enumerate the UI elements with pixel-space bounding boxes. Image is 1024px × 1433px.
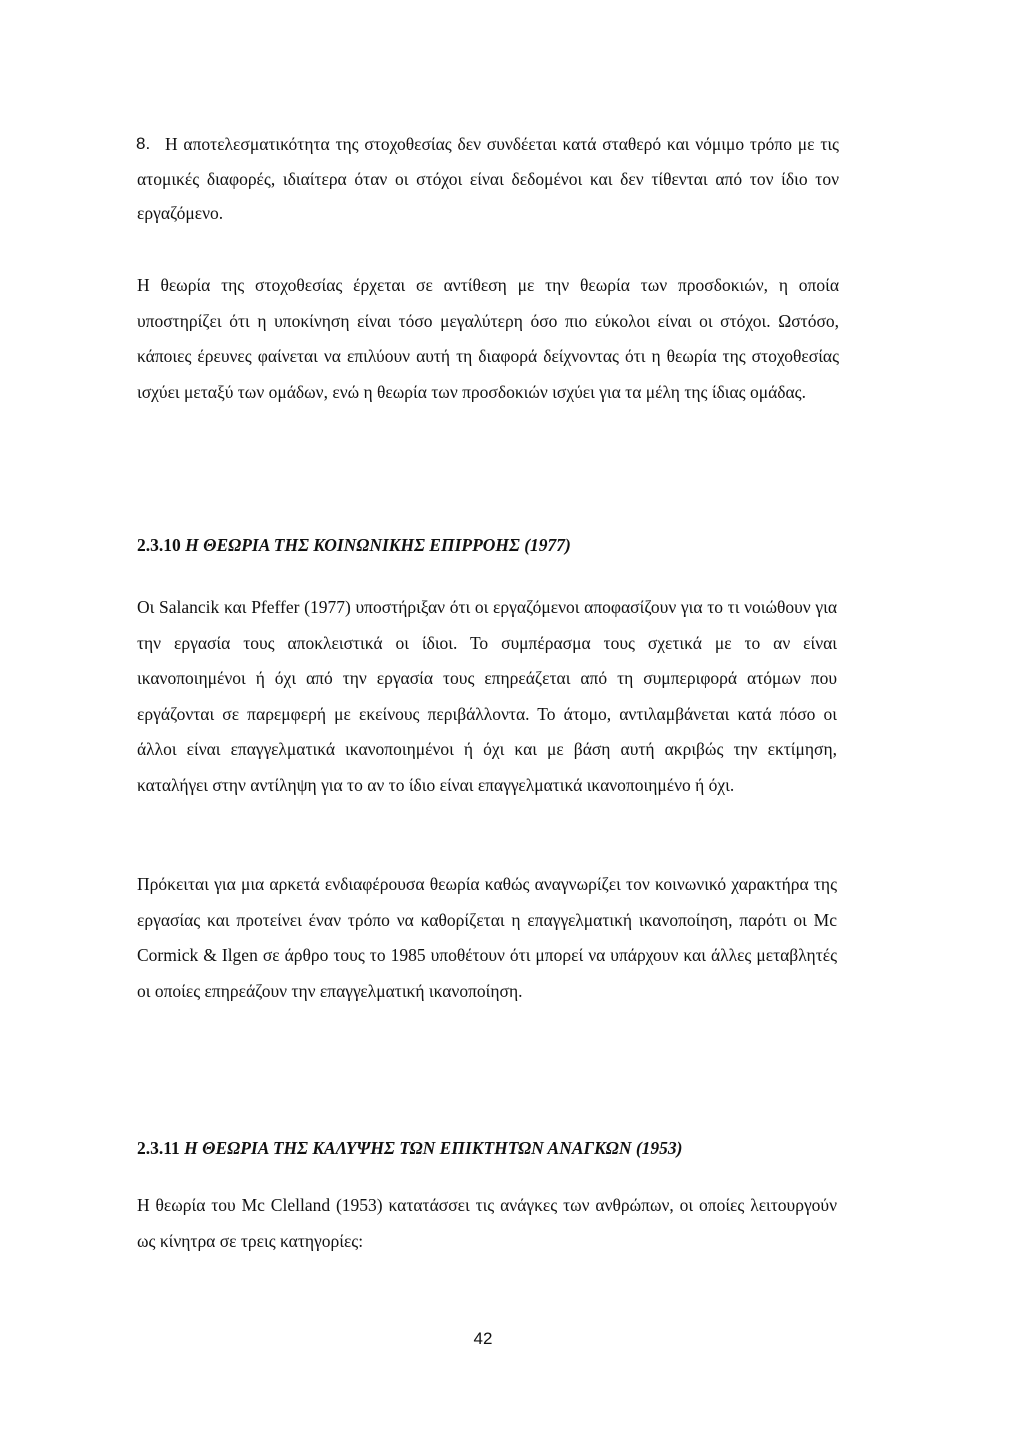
section-title: Η ΘΕΩΡΙΑ ΤΗΣ ΚΟΙΝΩΝΙΚΗΣ ΕΠΙΡΡΟΗΣ (1977) bbox=[185, 535, 571, 555]
paragraph-theory-assessment: Πρόκειται για μια αρκετά ενδιαφέρουσα θεωρία καθώς αναγνωρίζει τον κοινωνικό χαρακτήρα της εργασίας και προτείνει έναν τρόπο να καθορίζεται η επαγγελματική ικανοποίηση, παρότι οι Mc Cormick & Ilgen σε άρθρο τους το 1985 υποθέτουν ότι μπορεί να υπάρχουν και άλλες μεταβλητές οι οποίες επηρεάζουν την επαγγελματική ικανοποίηση. bbox=[137, 874, 837, 1001]
paragraph-mcclelland: Η θεωρία του Mc Clelland (1953) κατατάσσει τις ανάγκες των ανθρώπων, οι οποίες λειτουργούν ως κίνητρα σε τρεις κατηγορίες: bbox=[137, 1195, 837, 1251]
list-item-number: 8. bbox=[136, 134, 151, 153]
numbered-list-item bbox=[137, 127, 839, 231]
section-title: Η ΘΕΩΡΙΑ ΤΗΣ ΚΑΛΥΨΗΣ ΤΩΝ ΕΠΙΚΤΗΤΩΝ ΑΝΑΓΚΩΝ (1953) bbox=[184, 1138, 683, 1158]
list-item-text: Η αποτελεσματικότητα της στοχοθεσίας δεν συνδέεται κατά σταθερό και νόμιμο τρόπο με τις ατομικές διαφορές, ιδιαίτερα όταν οι στόχοι είναι δεδομένοι και δεν τίθενται από τον ίδιο τον εργαζόμενο. bbox=[137, 134, 839, 223]
section-number: 2.3.11 bbox=[137, 1138, 180, 1158]
paragraph-salancik-pfeffer: Οι Salancik και Pfeffer (1977) υποστήριξαν ότι οι εργαζόμενοι αποφασίζουν για το τι νοιώθουν για την εργασία τους αποκλειστικά οι ίδιοι. Το συμπέρασμα τους σχετικά με το αν είναι ικανοποιημένοι ή όχι από την εργασία τους επηρεάζεται από τη συμπεριφορά ατόμων που εργάζονται σε παρεμφερή με εκείνους περιβάλλοντα. Το άτομο, αντιλαμβάνεται κατά πόσο οι άλλοι είναι επαγγελματικά ικανοποιημένοι ή όχι και με βάση αυτή ακριβώς την εκτίμηση, καταλήγει στην αντίληψη για το αν το ίδιο είναι επαγγελματικά ικανοποιημένο ή όχι. bbox=[137, 597, 837, 795]
section-heading-social-influence bbox=[137, 535, 571, 556]
paragraph-goal-setting-vs-expectancy: Η θεωρία της στοχοθεσίας έρχεται σε αντίθεση με την θεωρία των προσδοκιών, η οποία υποστηρίζει ότι η υποκίνηση είναι τόσο μεγαλύτερη όσο πιο εύκολοι είναι οι στόχοι. Ωστόσο, κάποιες έρευνες φαίνεται να επιλύουν αυτή τη διαφορά δείχνοντας ότι η θεωρία της στοχοθεσίας ισχύει μεταξύ των ομάδων, ενώ η θεωρία των προσδοκιών ισχύει για τα μέλη της ίδιας ομάδας. bbox=[137, 275, 839, 402]
section-heading-acquired-needs bbox=[137, 1138, 683, 1159]
section-number: 2.3.10 bbox=[137, 535, 181, 555]
page-number: 42 bbox=[473, 1329, 493, 1348]
